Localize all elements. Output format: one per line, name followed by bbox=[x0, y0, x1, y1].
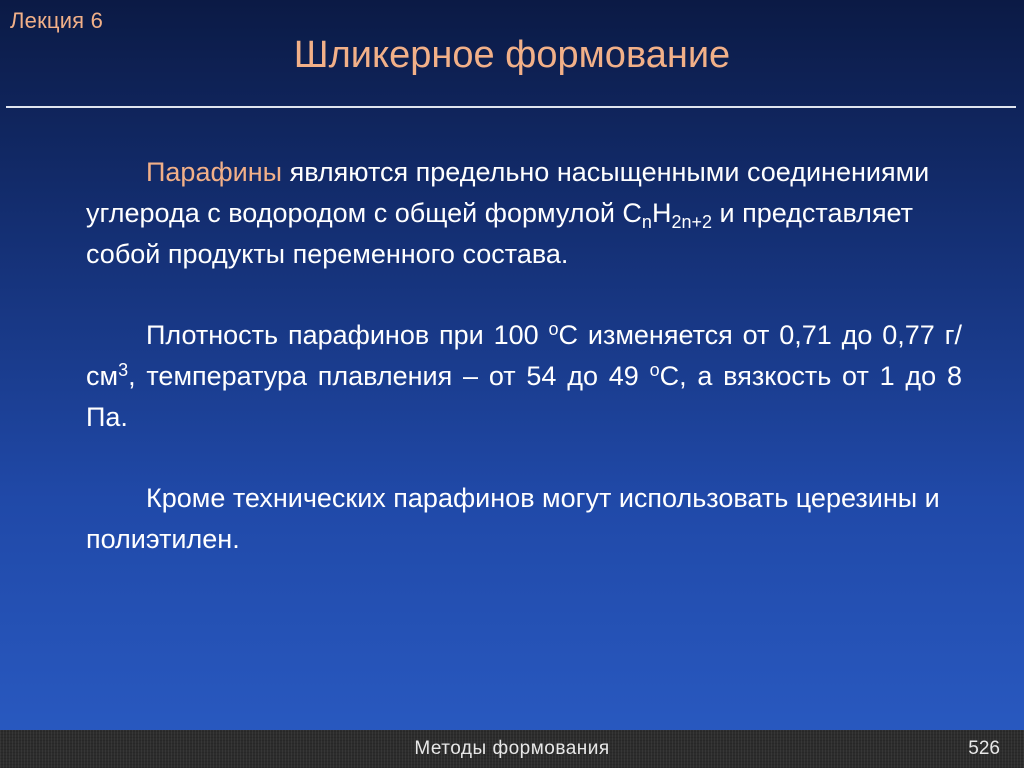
formula-carbon: C bbox=[622, 198, 642, 228]
paragraph-text: и представляет собой продукты переменного состава. bbox=[86, 198, 914, 269]
lecture-label: Лекция 6 bbox=[10, 8, 104, 33]
paragraph-alternatives bbox=[86, 478, 962, 560]
paragraph-gap bbox=[86, 275, 962, 315]
paragraph-gap bbox=[86, 438, 962, 478]
slide-body bbox=[86, 152, 962, 560]
paragraph-text: , температура плавления – от 54 до 49 bbox=[128, 361, 650, 391]
formula-hydrogen-subscript: 2n+2 bbox=[671, 212, 712, 232]
highlight-term: Парафины bbox=[146, 157, 283, 187]
page-number: 526 bbox=[968, 738, 1000, 759]
paragraph-text: С изменяется от 0,71 до 0,77 г/см bbox=[86, 320, 963, 391]
paragraph-paraffins-definition bbox=[86, 152, 962, 275]
title-divider bbox=[6, 106, 1016, 108]
paragraph-text: С, а вязкость от 1 до 8 Па. bbox=[86, 361, 962, 432]
footer-bar bbox=[0, 730, 1024, 768]
paragraph-properties bbox=[86, 315, 962, 438]
formula-hydrogen: H bbox=[651, 198, 672, 228]
slide-title: Шликерное формование bbox=[293, 34, 731, 76]
degree-superscript: o bbox=[649, 360, 660, 380]
formula-carbon-subscript: n bbox=[641, 212, 652, 232]
paragraph-text: Плотность парафинов при 100 bbox=[146, 320, 549, 350]
paragraph-text: Кроме технических парафинов могут использовать церезины и полиэтилен. bbox=[86, 483, 940, 554]
cube-superscript: 3 bbox=[118, 360, 129, 380]
degree-superscript: o bbox=[548, 319, 559, 339]
paragraph-text: являются предельно насыщенными соединениями углерода с водородом с общей формулой bbox=[86, 157, 930, 228]
footer-title: Методы формования bbox=[414, 738, 610, 759]
